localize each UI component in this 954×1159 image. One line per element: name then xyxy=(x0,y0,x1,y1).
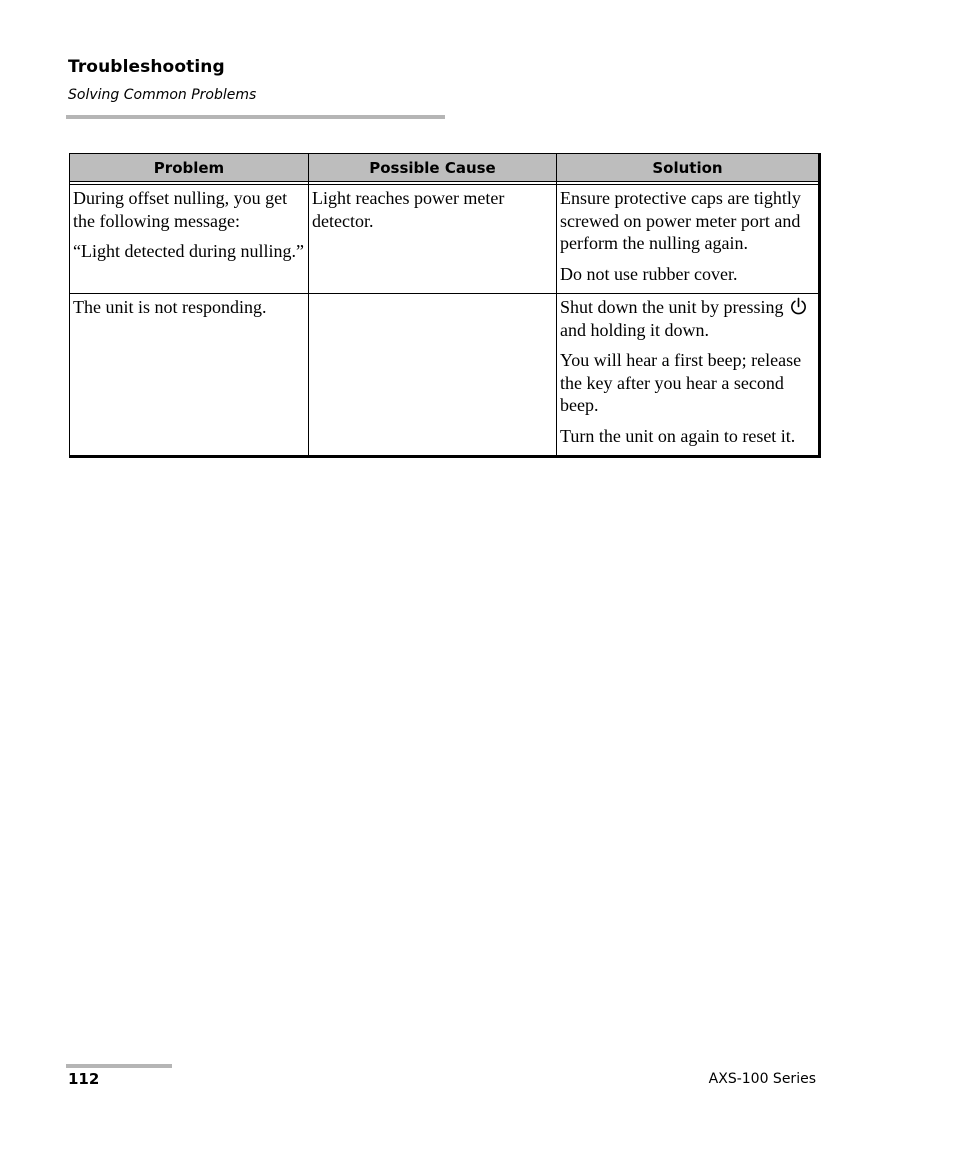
cause-text: Light reaches power meter detector. xyxy=(312,188,505,231)
problem-cell xyxy=(70,185,309,294)
header-divider xyxy=(66,115,445,119)
product-series-name: AXS-100 Series xyxy=(708,1071,816,1087)
solution-text-with-icon xyxy=(560,296,814,341)
solution-text: You will hear a first beep; release the key after you hear a second beep. xyxy=(560,350,802,415)
solution-text: Ensure protective caps are tightly screwed on power meter port and perform the nulling again. xyxy=(560,188,801,253)
cause-cell xyxy=(309,185,557,294)
solution-cell xyxy=(557,294,818,455)
page-number: 112 xyxy=(68,1070,100,1088)
solution-text-after-icon: and holding it down. xyxy=(560,319,709,340)
power-icon xyxy=(789,297,808,316)
table-header-row xyxy=(70,154,818,182)
column-header-solution: Solution xyxy=(557,154,818,182)
footer-divider xyxy=(66,1064,172,1068)
troubleshooting-table xyxy=(69,153,821,458)
cause-cell xyxy=(309,294,557,455)
page-section-title: Troubleshooting xyxy=(68,57,225,77)
solution-text-before-icon: Shut down the unit by pressing xyxy=(560,297,784,317)
troubleshooting-table-container xyxy=(69,153,817,458)
solution-cell xyxy=(557,185,818,294)
table-row xyxy=(70,294,818,455)
solution-text: Do not use rubber cover. xyxy=(560,263,738,284)
column-header-possible-cause: Possible Cause xyxy=(309,154,557,182)
problem-message-text: “Light detected during nulling.” xyxy=(73,241,304,261)
column-header-problem: Problem xyxy=(70,154,309,182)
solution-text: Turn the unit on again to reset it. xyxy=(560,425,796,446)
page-subsection-title: Solving Common Problems xyxy=(68,87,257,103)
problem-text: During offset nulling, you get the following message: xyxy=(73,188,288,231)
table-row xyxy=(70,185,818,294)
problem-text: The unit is not responding. xyxy=(73,297,267,317)
problem-cell xyxy=(70,294,309,455)
